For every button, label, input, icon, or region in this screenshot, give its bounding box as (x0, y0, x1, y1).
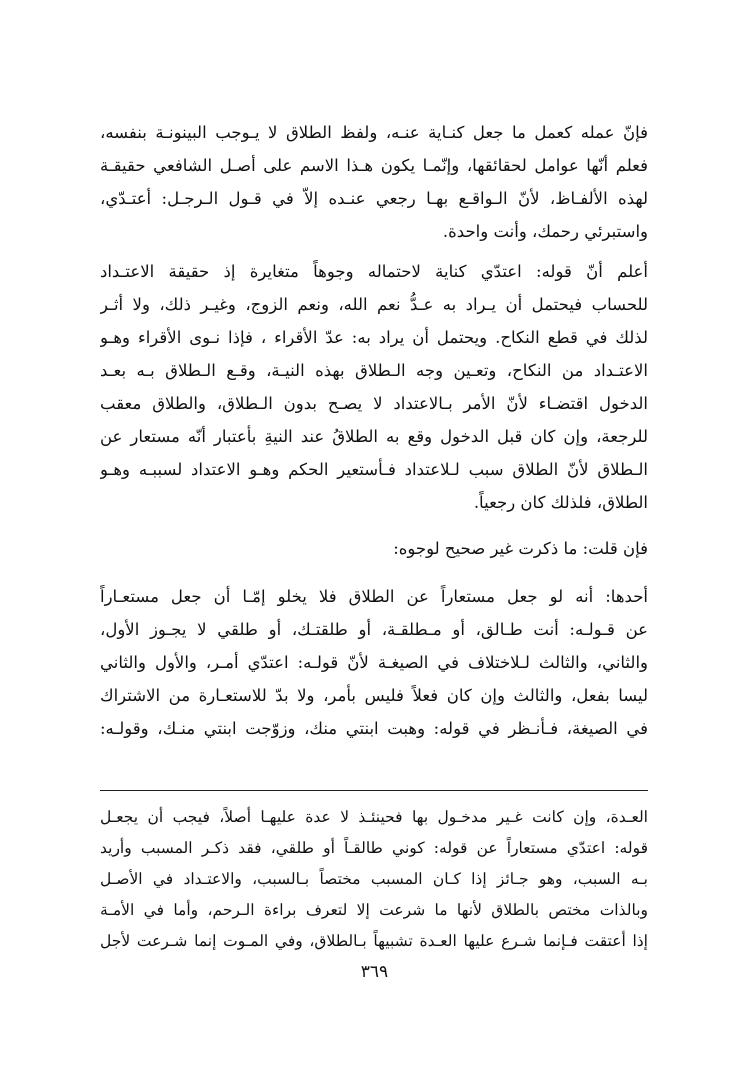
footnote-line: بـه السبب، وهو جـائز إذا كـان المسبب مختصاً بـالسبب، والاعتـداد في الأصـل (100, 870, 648, 888)
footnote-line: قوله: اعتدّي مستعاراً عن قوله: كوني طالقـاً أو طلقي، فقد ذكـر المسبب وأريد (100, 839, 648, 857)
text-line: لذلك في قطع النكاح. ويحتمل أن يراد به: عدّ الأقراء ، فإذا نـوى الأقراء وهـو (100, 328, 648, 347)
paragraph-2 (100, 255, 648, 519)
footnote-line: العـدة، وإن كانت غـير مدخـول بها فحينئـذ لا عدة عليهـا أصلاً، فيجب أن يجعـل (100, 808, 648, 826)
text-line: أعلم أنّ قوله: اعتدّي كناية لاحتماله وجوهاً متغايرة إذ حقيقة الاعتـداد (100, 262, 648, 281)
text-line: ليسا بفعل، والثالث وإن كان فعلاً فليس بأمر، ولا بدّ للاستعـارة من الاشتراك (100, 686, 648, 705)
text-line: في الصيغة، فـأنـظر في قوله: وهبت ابنتي منك، وزوّجت ابنتي منـك، وقولـه: (100, 719, 648, 738)
text-line: فإن قلت: ما ذكرت غير صحيح لوجوه: (393, 539, 648, 558)
text-line: الطلاق، فلذلك كان رجعياً. (473, 493, 648, 512)
text-line: الـطلاق لأنّ الطلاق سبب لـلاعتداد فـأستعير الحكم وهـو الاعتداد لسببـه وهـو (100, 460, 648, 479)
text-line: فإنّ عمله كعمل ما جعل كنـاية عنـه، ولفظ الطلاق لا يـوجب البينونـة بنفسه، (100, 123, 648, 142)
footnote (100, 802, 648, 957)
text-line: أحدها: أنه لو جعل مستعاراً عن الطلاق فلا يخلو إمّـا أن جعل مستعـاراً (100, 587, 648, 606)
paragraph-4 (100, 580, 648, 745)
paragraph-1 (100, 116, 648, 248)
footnote-divider (100, 790, 648, 791)
text-line: للرجعة، وإن كان قبل الدخول وقع به الطلاقُ عند النيةِ بأعتبار أنّه مستعار عن (100, 427, 648, 446)
text-line: واستبرئي رحمك، وأنت واحدة. (442, 222, 648, 241)
text-line: عن قـولـه: أنت طـالق، أو مـطلقـة، أو طلقتـك، أو طلقي لا يجـوز الأول، (100, 620, 648, 639)
text-line: الاعتـداد من النكاح، وتعـين وجه الـطلاق بهذه النيـة، وقـع الـطلاق بـه بعـد (100, 361, 648, 380)
footnote-line: إذا أعتقت فـإنما شـرع عليها العـدة تشبيهاً بـالطلاق، وفي المـوت إنما شـرعت لأجل (100, 932, 648, 950)
text-line: للحساب فيحتمل أن يـراد به عـدُّ نعم الله، ونعم الزوج، وغيـر ذلك، ولا أثـر (100, 295, 648, 314)
text-line: فعلم أنّها عوامل لحقائقها، وإنّمـا يكون هـذا الاسم على أصـل الشافعي حقيقـة (100, 156, 648, 175)
text-line: لهذه الألفـاظ، لأنّ الـواقـع بهـا رجعي عنـده إلاّ في قـول الـرجـل: أعتـدّي، (100, 189, 648, 208)
text-line: الدخول اقتضـاء لأنّ الأمر بـالاعتداد لا يصـح بدون الـطلاق، والطلاق معقب (100, 394, 648, 413)
page-number: ٣٦٩ (360, 962, 389, 982)
footnote-line: وبالذات مختص بالطلاق لأنها ما شرعت إلا لتعرف براءة الـرحم، وأما في الأمـة (100, 901, 648, 919)
paragraph-3 (100, 532, 648, 565)
text-line: والثاني، والثالث لـلاختلاف في الصيغـة لأنّ قولـه: اعتدّي أمـر، والأول والثاني (100, 653, 648, 672)
